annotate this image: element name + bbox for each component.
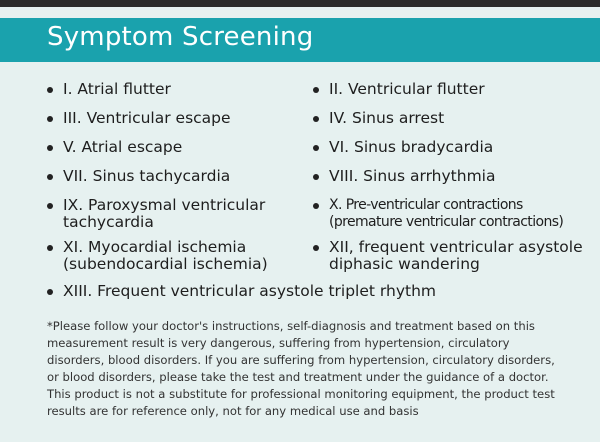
bullet-dot — [47, 203, 53, 209]
bullet-dot — [47, 245, 53, 251]
bullet-dot — [313, 116, 319, 122]
symptom-item: X. Pre-ventricular contractions (premature ventricular contractions) — [313, 197, 563, 231]
symptom-item: V. Atrial escape — [47, 139, 182, 156]
symptom-item: VII. Sinus tachycardia — [47, 168, 230, 185]
bullet-dot — [313, 174, 319, 180]
disclaimer-text: *Please follow your doctor's instructions, self-diagnosis and treatment based on this measurement result is very dangerous, suffering from hypertension, circulatory disorders, blood disorders. If you are suffering from hypertension, circulatory disorders, or blood disorders, please take the test and treatment under the guidance of a doctor. — [47, 319, 555, 384]
symptom-item: IX. Paroxysmal ventricular tachycardia — [47, 197, 265, 231]
top-edge-strip — [0, 0, 600, 7]
symptom-item: XI. Myocardial ischemia (subendocardial ischemia) — [47, 239, 268, 273]
bullet-dot — [47, 87, 53, 93]
symptom-item: XII, frequent ventricular asystole diphasic wandering — [313, 239, 583, 273]
disclaimer-text: This product is not a substitute for professional monitoring equipment, the product test results are for reference only, not for any medical use and basis — [47, 387, 555, 418]
bullet-dot — [313, 87, 319, 93]
disclaimer — [47, 318, 567, 420]
symptom-item: IV. Sinus arrest — [313, 110, 444, 127]
bullet-dot — [47, 289, 53, 295]
bullet-dot — [47, 145, 53, 151]
bullet-dot — [47, 116, 53, 122]
symptom-item: XIII. Frequent ventricular asystole triplet rhythm — [47, 283, 436, 300]
bullet-dot — [313, 203, 319, 209]
symptom-item: II. Ventricular flutter — [313, 81, 485, 98]
symptom-item: VI. Sinus bradycardia — [313, 139, 493, 156]
symptom-item: III. Ventricular escape — [47, 110, 231, 127]
symptom-item: VIII. Sinus arrhythmia — [313, 168, 495, 185]
page-title: Symptom Screening — [47, 22, 314, 52]
symptom-item: I. Atrial flutter — [47, 81, 171, 98]
title-banner — [0, 18, 600, 62]
bullet-dot — [313, 245, 319, 251]
bullet-dot — [47, 174, 53, 180]
bullet-dot — [313, 145, 319, 151]
